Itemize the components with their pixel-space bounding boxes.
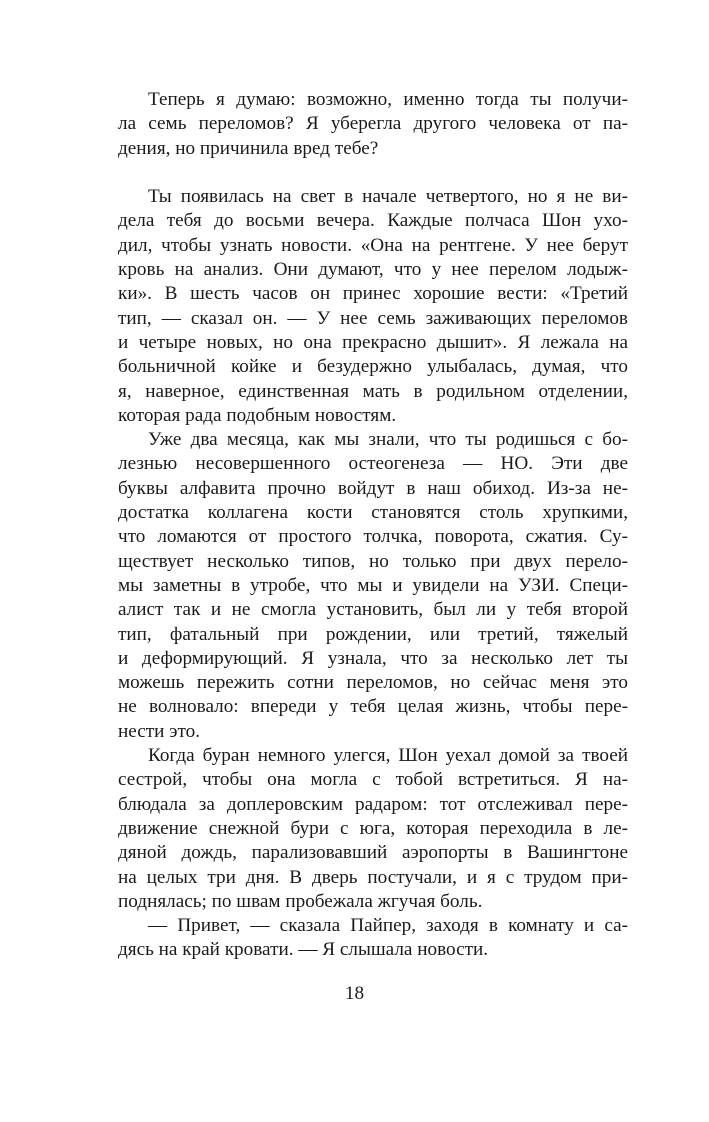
text-line: ществует несколько типов, но только при двух перело- bbox=[118, 550, 628, 572]
section-break bbox=[118, 161, 628, 185]
text-line: — Привет, — сказала Пайпер, заходя в комнату и са- bbox=[148, 915, 628, 937]
paragraph-2 bbox=[118, 185, 628, 428]
text-line: достатка коллагена кости становятся столь хрупкими, bbox=[118, 502, 628, 524]
text-line: я, наверное, единственная мать в родильном отделении, bbox=[118, 380, 628, 402]
text-line: Теперь я думаю: возможно, именно тогда ты получи- bbox=[148, 89, 628, 110]
text-line: ки». В шесть часов он принес хорошие вести: «Третий bbox=[118, 283, 628, 305]
paragraph-1 bbox=[118, 88, 628, 161]
book-page-text bbox=[118, 88, 628, 963]
text-line: и четыре новых, но она прекрасно дышит». Я лежала на bbox=[118, 331, 628, 353]
text-line: что ломаются от простого толчка, поворота, сжатия. Су- bbox=[118, 526, 628, 548]
paragraph-5 bbox=[118, 914, 628, 963]
text-line: дясь на край кровати. — Я слышала новости. bbox=[118, 939, 489, 961]
paragraph-4 bbox=[118, 744, 628, 914]
text-line: и деформирующий. Я узнала, что за несколько лет ты bbox=[118, 647, 628, 669]
text-line: сестрой, чтобы она могла с тобой встретиться. Я на- bbox=[118, 769, 628, 791]
text-line: которая рада подобным новостям. bbox=[118, 404, 397, 426]
text-line: движение снежной бури с юга, которая переходила в ле- bbox=[118, 817, 628, 839]
text-line: ла семь переломов? Я уберегла другого человека от па- bbox=[118, 113, 628, 135]
text-line: на целых три дня. В дверь постучали, и я с трудом при- bbox=[118, 866, 628, 888]
page-number: 18 bbox=[344, 983, 365, 1004]
text-line: не волновало: впереди у тебя целая жизнь, чтобы пере- bbox=[118, 696, 628, 718]
text-line: дил, чтобы узнать новости. «Она на рентгене. У нее берут bbox=[118, 234, 628, 256]
text-line: буквы алфавита прочно войдут в наш обиход. Из-за не- bbox=[118, 477, 628, 499]
text-line: дяной дождь, парализовавший аэропорты в Вашингтоне bbox=[118, 842, 628, 864]
text-line: лезнью несовершенного остеогенеза — НО. Эти две bbox=[118, 453, 628, 475]
text-line: дела тебя до восьми вечера. Каждые полчаса Шон ухо- bbox=[118, 210, 628, 232]
text-line: поднялась; по швам пробежала жгучая боль. bbox=[118, 890, 483, 912]
text-line: кровь на анализ. Они думают, что у нее перелом лодыж- bbox=[118, 259, 628, 281]
text-line: мы заметны в утробе, что мы и увидели на УЗИ. Специ- bbox=[118, 574, 628, 596]
paragraph-3 bbox=[118, 428, 628, 744]
text-line: нести это. bbox=[118, 720, 200, 742]
text-line: больничной койке и безудержно улыбалась, думая, что bbox=[118, 356, 628, 378]
text-line: Ты появилась на свет в начале четвертого, но я не ви- bbox=[148, 186, 628, 208]
text-line: можешь пережить сотни переломов, но сейчас меня это bbox=[118, 672, 628, 694]
text-line: Когда буран немного улегся, Шон уехал домой за твоей bbox=[148, 745, 628, 767]
text-line: алист так и не смогла установить, был ли у тебя второй bbox=[118, 599, 628, 621]
text-line: блюдала за доплеровским радаром: тот отслеживал пере- bbox=[118, 793, 628, 815]
text-line: Уже два месяца, как мы знали, что ты родишься с бо- bbox=[148, 429, 628, 451]
text-line: тип, — сказал он. — У нее семь заживающих переломов bbox=[118, 307, 628, 329]
text-line: тип, фатальный при рождении, или третий, тяжелый bbox=[118, 623, 628, 645]
text-line: дения, но причинила вред тебе? bbox=[118, 137, 379, 159]
